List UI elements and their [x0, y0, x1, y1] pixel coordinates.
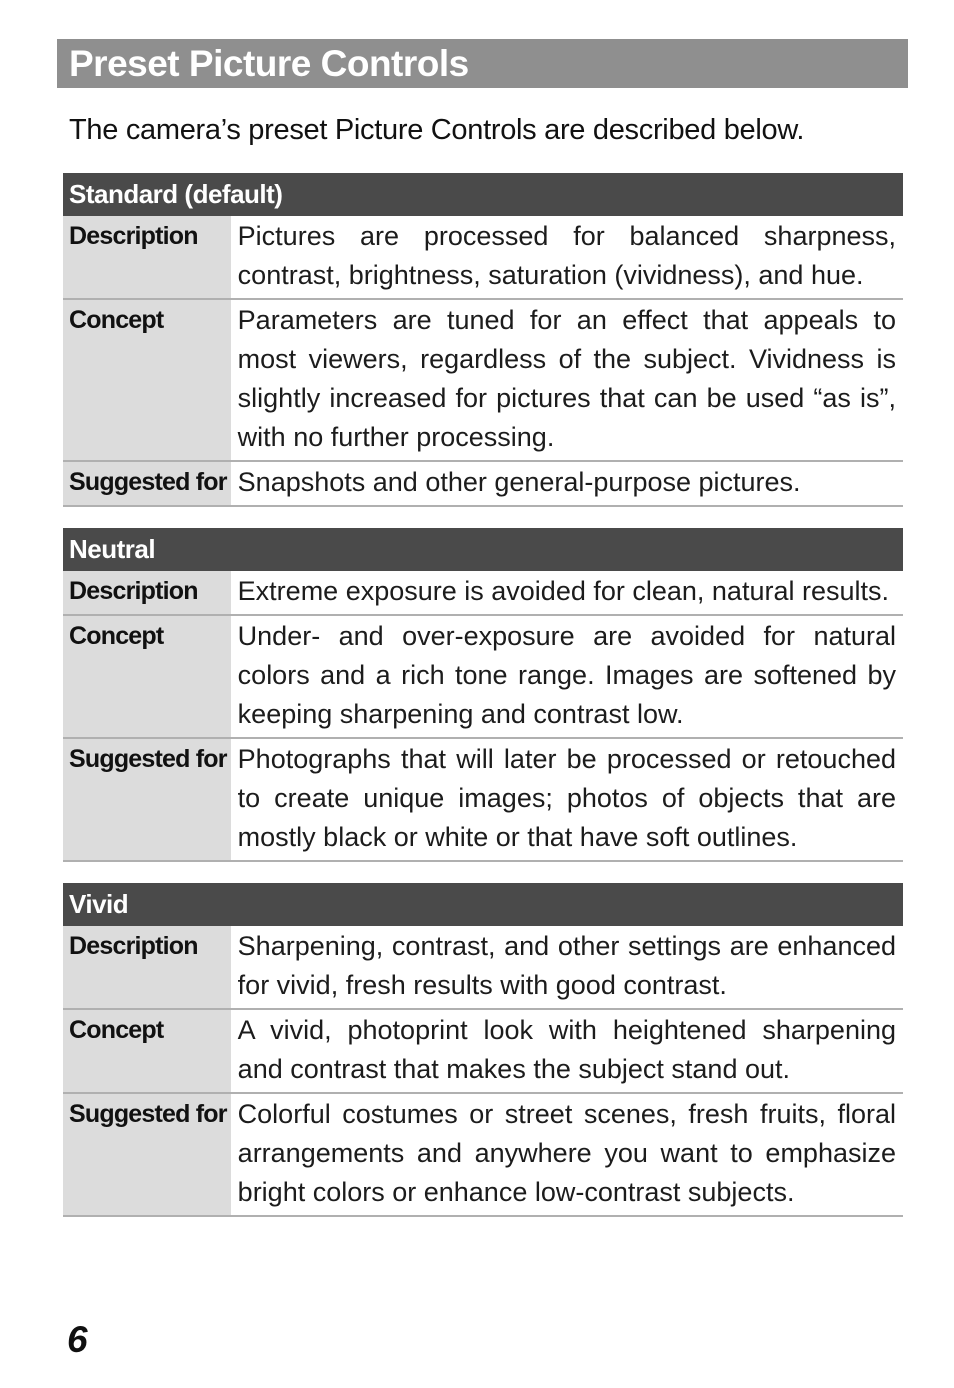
row-value-concept: A vivid, photoprint look with heightened sharpening and contrast that makes the subject stand out. [231, 1009, 903, 1093]
page-title: Preset Picture Controls [69, 43, 469, 84]
row-label-suggested-for: Suggested for [63, 1093, 231, 1216]
row-value-description: Extreme exposure is avoided for clean, natural results. [231, 571, 903, 615]
row-value-concept: Parameters are tuned for an effect that appeals to most viewers, regardless of the subject. Vividness is slightly increased for pictures that can be used “as is”, with no further processing. [231, 299, 903, 461]
table-header-vivid: Vivid [63, 883, 903, 926]
row-value-description: Pictures are processed for balanced sharpness, contrast, brightness, saturation (vividness), and hue. [231, 216, 903, 299]
picture-controls-tables [63, 173, 903, 1238]
row-label-concept: Concept [63, 1009, 231, 1093]
table-vivid [63, 883, 903, 1217]
table-row [63, 1009, 903, 1093]
table-row [63, 926, 903, 1009]
row-label-concept: Concept [63, 299, 231, 461]
row-value-suggested-for: Colorful costumes or street scenes, fresh fruits, floral arrangements and anywhere you want to emphasize bright colors or enhance low-contrast subjects. [231, 1093, 903, 1216]
table-row [63, 1093, 903, 1216]
intro-text: The camera’s preset Picture Controls are described below. [69, 114, 805, 146]
table-row [63, 299, 903, 461]
table-neutral [63, 528, 903, 862]
table-row [63, 571, 903, 615]
table-header-standard: Standard (default) [63, 173, 903, 216]
row-value-concept: Under- and over-exposure are avoided for natural colors and a rich tone range. Images are softened by keeping sharpening and contrast low. [231, 615, 903, 738]
row-value-suggested-for: Photographs that will later be processed or retouched to create unique images; photos of objects that are mostly black or white or that have soft outlines. [231, 738, 903, 861]
row-label-suggested-for: Suggested for [63, 461, 231, 506]
table-row [63, 738, 903, 861]
row-label-description: Description [63, 571, 231, 615]
page-number: 6 [67, 1319, 88, 1360]
row-value-suggested-for: Snapshots and other general-purpose pictures. [231, 461, 903, 506]
table-standard [63, 173, 903, 507]
row-label-description: Description [63, 926, 231, 1009]
row-value-description: Sharpening, contrast, and other settings are enhanced for vivid, fresh results with good contrast. [231, 926, 903, 1009]
table-row [63, 216, 903, 299]
row-label-concept: Concept [63, 615, 231, 738]
row-label-description: Description [63, 216, 231, 299]
table-header-neutral: Neutral [63, 528, 903, 571]
section-title-bar [57, 39, 908, 88]
row-label-suggested-for: Suggested for [63, 738, 231, 861]
table-row [63, 615, 903, 738]
table-row [63, 461, 903, 506]
